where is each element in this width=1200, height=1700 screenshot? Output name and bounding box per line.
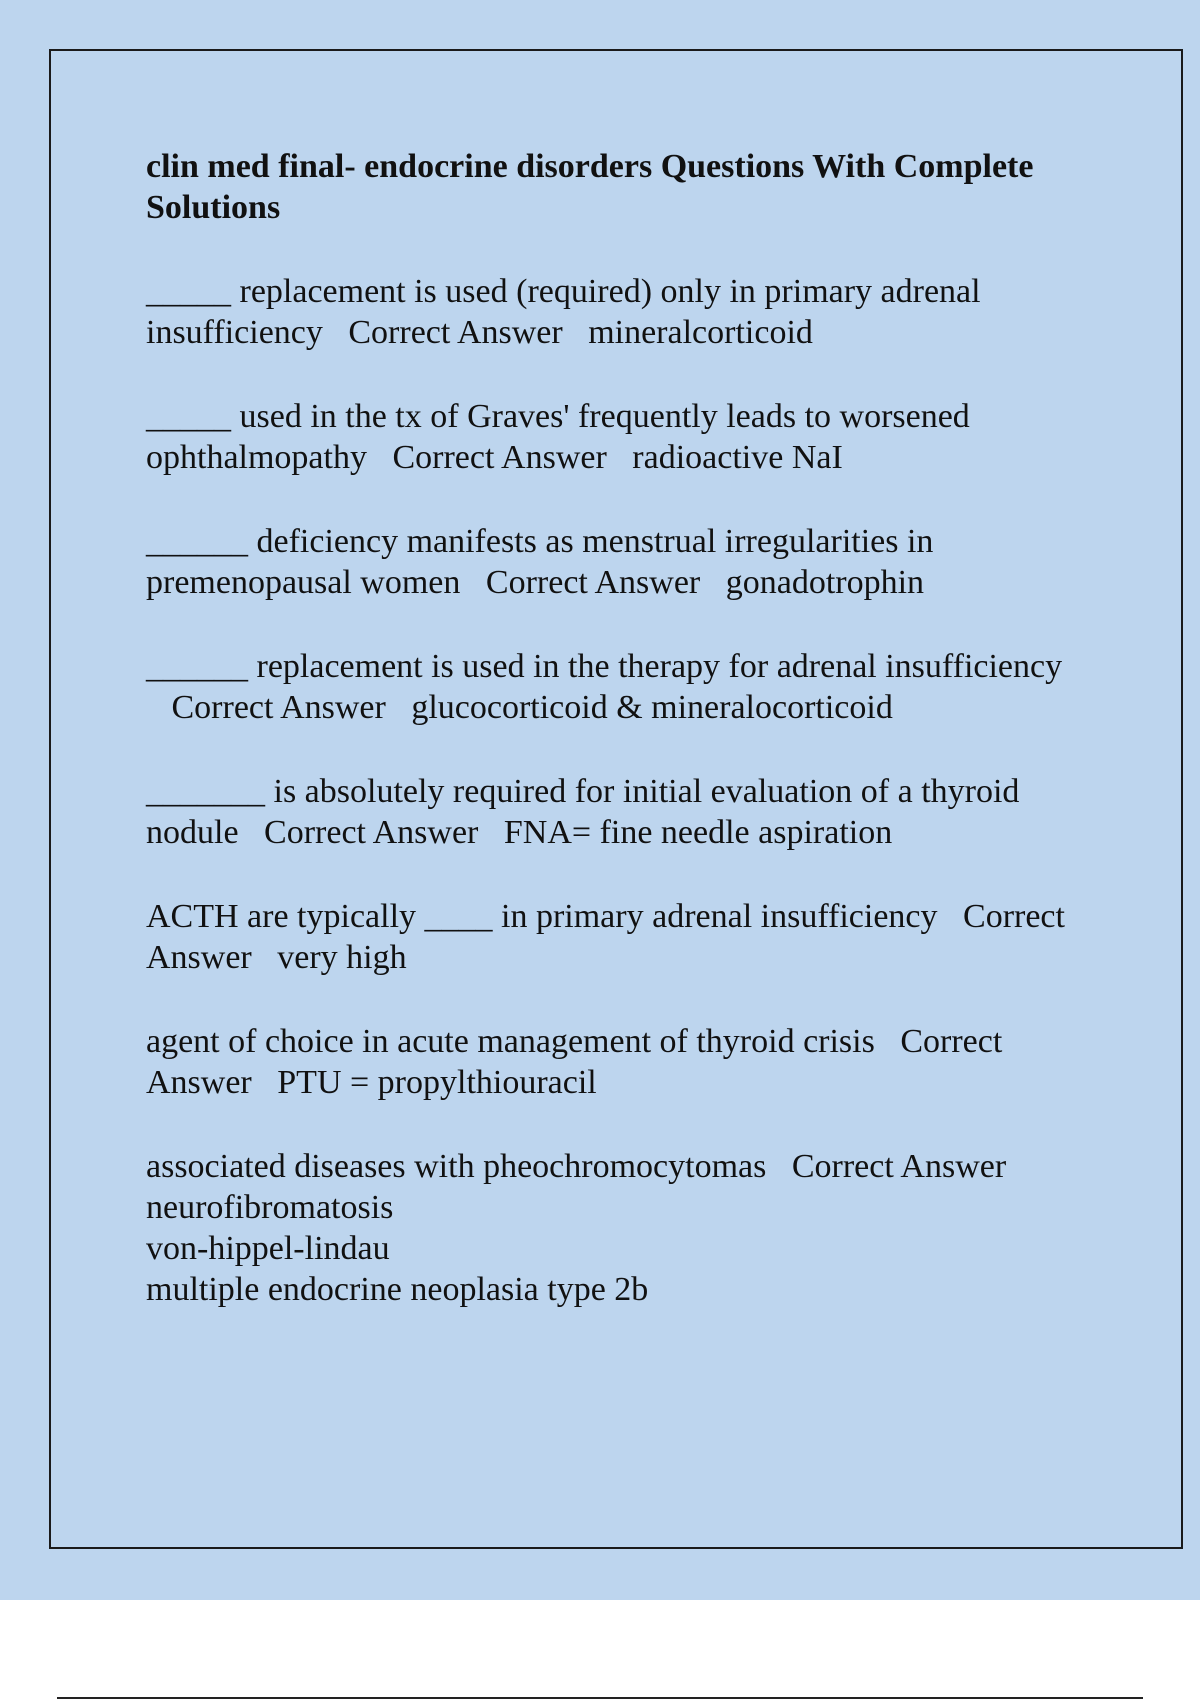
question-text: agent of choice in acute management of thyroid crisis: [146, 1023, 875, 1060]
qa-item: [146, 1021, 1086, 1103]
question-text: _____ used in the tx of Graves' frequently leads to worsened ophthalmopathy: [146, 398, 970, 476]
question-text: _______ is absolutely required for initial evaluation of a thyroid nodule: [146, 773, 1020, 851]
answer-label: Correct Answer: [485, 564, 701, 601]
question-text: _____ replacement is used (required) only in primary adrenal insufficiency: [146, 273, 981, 351]
answer-text: radioactive NaI: [632, 439, 843, 476]
document-title: clin med final- endocrine disorders Questions With Complete Solutions: [146, 148, 1034, 226]
answer-text: mineralcorticoid: [588, 314, 813, 351]
qa-item: [146, 771, 1086, 853]
answer-text: PTU = propylthiouracil: [277, 1064, 597, 1101]
footer-divider: [57, 1697, 1143, 1699]
answer-label: Correct Answer: [171, 689, 386, 726]
qa-item: [146, 271, 1086, 353]
answer-label: Correct Answer: [146, 1023, 1003, 1101]
qa-list: [146, 271, 1086, 1310]
answer-text: neurofibromatosis: [146, 1189, 394, 1226]
answer-text: von-hippel-lindau: [146, 1230, 390, 1267]
answer-text: gonadotrophin: [725, 564, 925, 601]
question-text: associated diseases with pheochromocytomas: [146, 1148, 767, 1185]
answer-text: glucocorticoid & mineralocorticoid: [411, 689, 893, 726]
qa-item: [146, 521, 1086, 603]
document-body: [146, 146, 1086, 1353]
question-text: ACTH are typically ____ in primary adrenal insufficiency: [146, 898, 938, 935]
answer-label: Correct Answer: [146, 898, 1065, 976]
qa-item: [146, 896, 1086, 978]
answer-text: FNA= fine needle aspiration: [503, 814, 893, 851]
qa-item: [146, 646, 1086, 728]
answer-label: Correct Answer: [791, 1148, 1007, 1185]
answer-label: Correct Answer: [264, 814, 479, 851]
answer-label: Correct Answer: [392, 439, 607, 476]
answer-label: Correct Answer: [348, 314, 563, 351]
question-text: ______ deficiency manifests as menstrual irregularities in premenopausal women: [146, 523, 934, 601]
qa-item: [146, 1146, 1086, 1310]
answer-text: very high: [277, 939, 407, 976]
question-text: ______ replacement is used in the therapy for adrenal insufficiency: [146, 648, 1063, 685]
answer-text: multiple endocrine neoplasia type 2b: [146, 1271, 649, 1308]
qa-item: [146, 396, 1086, 478]
